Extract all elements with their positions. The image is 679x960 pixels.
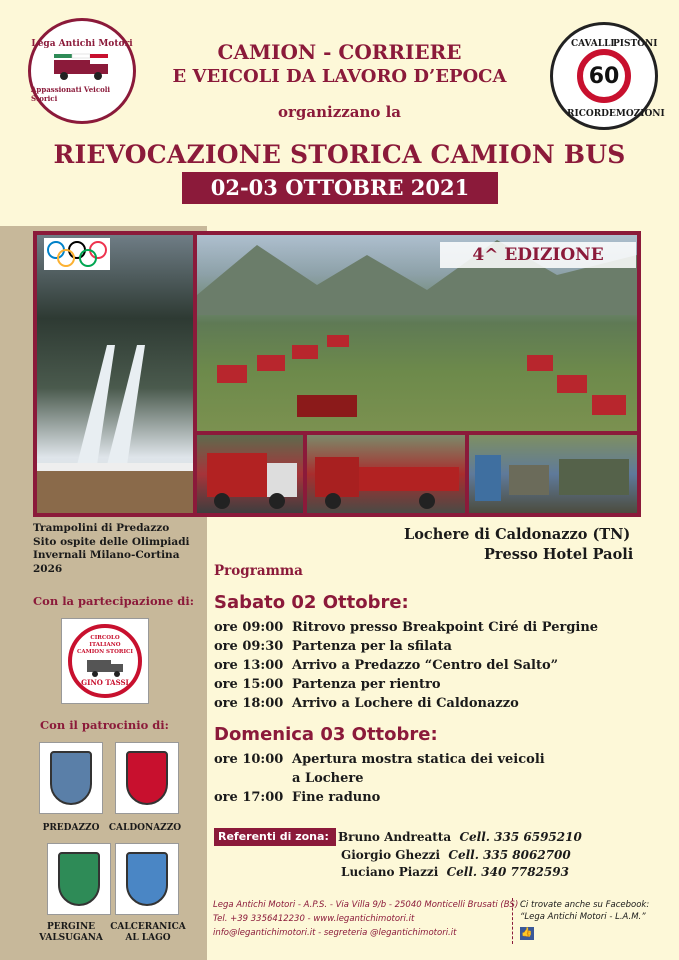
edizione-label: 4^ EDIZIONE xyxy=(440,242,636,268)
logo-right-word-3: RICORDI xyxy=(567,109,614,119)
footer-contact: Tel. +39 3356412230 - www.legantichimotori.it xyxy=(213,914,415,924)
red-truck-photo-1 xyxy=(197,435,303,513)
referente-row xyxy=(338,830,582,844)
schedule-text: Partenza per rientro xyxy=(292,677,441,692)
footer-address: Lega Antichi Motori - A.P.S. - Via Villa 9/b - 25040 Monticelli Brusati (BS) xyxy=(213,900,519,910)
referente-row xyxy=(341,865,569,879)
event-title: RIEVOCAZIONE STORICA CAMION BUS xyxy=(53,140,626,169)
trucks-row-photo xyxy=(469,435,637,513)
red-truck-photo-2 xyxy=(307,435,465,513)
crest-label-caldonazzo: CALDONAZZO xyxy=(108,823,182,833)
facebook-like-icon: 👍 xyxy=(521,928,533,938)
day2-title: Domenica 03 Ottobre: xyxy=(214,724,438,745)
schedule-time: ore 15:00 xyxy=(214,677,284,692)
schedule-row xyxy=(214,620,598,635)
facebook-text-1: Ci trovate anche su Facebook: xyxy=(520,900,650,910)
referente-cell: Cell. 340 7782593 xyxy=(446,865,569,879)
logo-left-text-top: Lega Antichi Motori xyxy=(31,39,133,49)
facebook-text-2: “Lega Antichi Motori - L.A.M.” xyxy=(520,912,646,922)
schedule-row xyxy=(214,696,519,711)
header-line-2: E VEICOLI DA LAVORO D’EPOCA xyxy=(172,66,507,87)
calceranica-crest xyxy=(115,843,179,915)
pergine-crest xyxy=(47,843,111,915)
referente-name: Giorgio Ghezzi xyxy=(341,848,441,862)
ski-jump-photo xyxy=(37,235,193,513)
schedule-text: Partenza per la sfilata xyxy=(292,639,452,654)
day1-title: Sabato 02 Ottobre: xyxy=(214,592,409,613)
schedule-row xyxy=(214,790,380,805)
schedule-text: Apertura mostra statica dei veicoli xyxy=(292,752,545,767)
footer-divider xyxy=(512,898,513,944)
trampolini-caption xyxy=(33,522,203,576)
schedule-row xyxy=(214,677,441,692)
schedule-time: ore 10:00 xyxy=(214,752,284,767)
footer-email: info@legantichimotori.it - segreteria @legantichimotori.it xyxy=(213,928,457,938)
header-line-1: CAMION - CORRIERE xyxy=(217,40,462,64)
caldonazzo-crest xyxy=(115,742,179,814)
schedule-row-continued: a Lochere xyxy=(292,771,364,786)
referente-name: Luciano Piazzi xyxy=(341,865,439,879)
referente-row xyxy=(341,848,571,862)
event-date: 02-03 OTTOBRE 2021 xyxy=(182,172,498,204)
referente-name: Bruno Andreatta xyxy=(338,830,452,844)
crest-label-calceranica: CALCERANICA AL LAGO xyxy=(110,922,186,943)
trampolini-line-1: Trampolini di Predazzo xyxy=(33,522,170,534)
schedule-time: ore 09:30 xyxy=(214,639,284,654)
schedule-row xyxy=(214,658,558,673)
schedule-text: Fine raduno xyxy=(292,790,381,805)
predazzo-crest xyxy=(39,742,103,814)
partecipazione-label: Con la partecipazione di: xyxy=(33,594,194,608)
schedule-row xyxy=(214,752,545,767)
crest-label-predazzo: PREDAZZO xyxy=(42,823,100,833)
trampolini-line-3: Invernali Milano-Cortina xyxy=(33,549,180,561)
badge-text-1: CIRCOLO ITALIANO CAMION STORICI xyxy=(77,635,133,655)
olympic-rings-icon xyxy=(44,238,110,270)
programma-label: Programma xyxy=(214,563,303,579)
schedule-row xyxy=(214,639,452,654)
gino-tassi-badge xyxy=(61,618,149,704)
trampolini-line-4: 2026 xyxy=(33,562,63,575)
trampolini-line-2: Sito ospite delle Olimpiadi xyxy=(33,535,190,548)
schedule-time: ore 09:00 xyxy=(214,620,284,635)
location-line-1: Lochere di Caldonazzo (TN) xyxy=(404,526,631,543)
schedule-time: ore 13:00 xyxy=(214,658,284,673)
logo-left-text-bottom: Appassionati Veicoli Storici xyxy=(31,85,111,103)
crest-label-pergine: PERGINE VALSUGANA xyxy=(39,922,103,943)
header-line-3: organizzano la xyxy=(277,103,402,121)
schedule-text: Arrivo a Predazzo “Centro del Salto” xyxy=(292,658,559,673)
logo-right-word-2: PISTONI xyxy=(613,39,658,49)
truck-icon xyxy=(85,656,125,678)
location-line-2: Presso Hotel Paoli xyxy=(484,546,634,563)
patrocinio-label: Con il patrocinio di: xyxy=(40,718,169,732)
referente-cell: Cell. 335 6595210 xyxy=(459,830,582,844)
logo-right-word-1: CAVALLI xyxy=(571,39,615,49)
schedule-time: ore 17:00 xyxy=(214,790,284,805)
logo-right-number: 60 xyxy=(577,49,631,103)
referenti-label: Referenti di zona: xyxy=(214,828,336,846)
schedule-time: ore 18:00 xyxy=(214,696,284,711)
referente-cell: Cell. 335 8062700 xyxy=(448,848,571,862)
badge-text-2: GINO TASSI xyxy=(81,678,129,687)
schedule-text: Arrivo a Lochere di Caldonazzo xyxy=(292,696,519,711)
schedule-text: Ritrovo presso Breakpoint Ciré di Pergine xyxy=(292,620,599,635)
logo-right-word-4: EMOZIONI xyxy=(609,109,665,119)
